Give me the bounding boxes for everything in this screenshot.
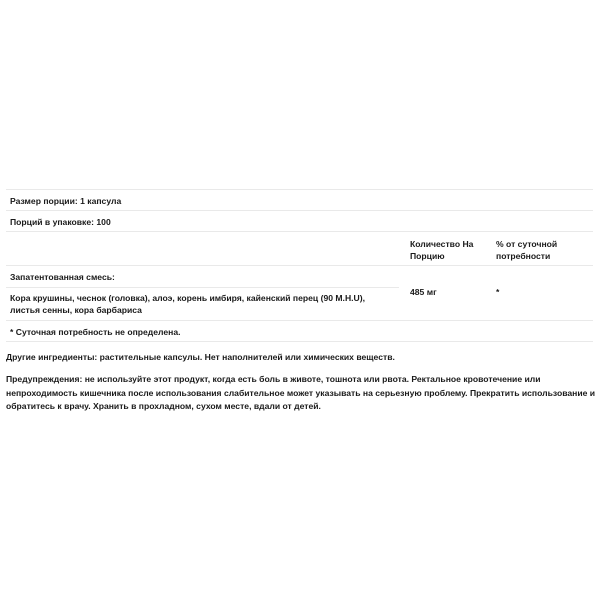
daily-value-footnote: * Суточная потребность не определена. — [10, 327, 181, 337]
other-ingredients: Другие ингредиенты: растительные капсулы. Нет наполнителей или химических веществ. — [6, 352, 395, 362]
blend-amount: 485 мг — [410, 287, 437, 297]
warnings: Предупреждения: не используйте этот продукт, когда есть боль в животе, тошнота или рвота. Ректальное кровотечение или непроходимость кишечника после использования слабительное может указывать на серьезную проблему. Прекратить использование и обратитесь к врачу. Хранить в прохладном, сухом месте, вдали от детей. — [6, 374, 596, 411]
blend-title: Запатентованная смесь: — [10, 272, 115, 282]
blend-title-row — [6, 265, 593, 286]
blend-ingredients-row — [6, 286, 593, 320]
blend-divider — [6, 287, 399, 288]
servings-per-container-label: Порций в упаковке: 100 — [10, 217, 111, 227]
table-bottom-divider — [6, 341, 593, 342]
footnote-row — [6, 320, 593, 341]
supplement-facts-table — [6, 189, 593, 342]
servings-per-container-row — [6, 210, 593, 231]
blend-ingredients: Кора крушины, чеснок (головка), алоэ, корень имбиря, кайенский перец (90 M.H.U), листья сенны, кора барбариса — [10, 293, 365, 315]
blend-daily-value: * — [496, 287, 500, 297]
amount-per-serving-header: Количество На Порцию — [410, 239, 474, 261]
serving-size-label: Размер порции: 1 капсула — [10, 196, 122, 206]
serving-size-row — [6, 189, 593, 210]
table-header-row — [6, 231, 593, 265]
daily-value-header: % от суточной потребности — [496, 239, 558, 261]
